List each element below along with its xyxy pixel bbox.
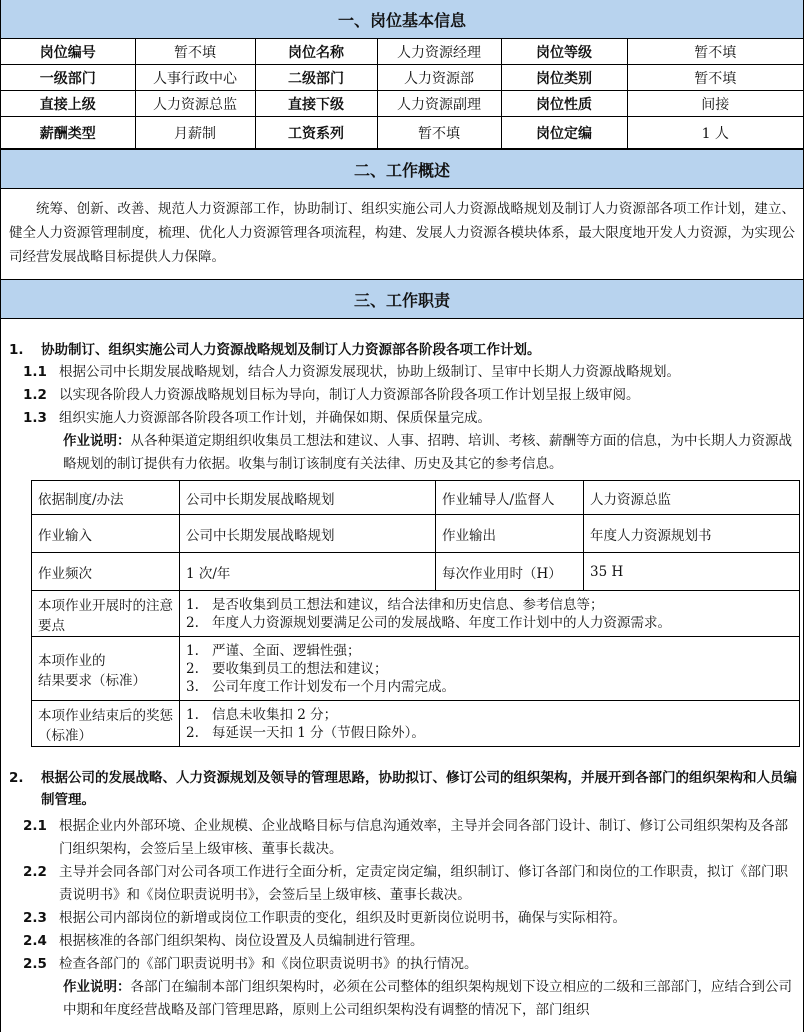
requirement-item [186,660,793,678]
duty-item [9,407,797,430]
result-list [180,637,800,701]
duty-item-text: 根据公司中长期发展战略规划，结合人力资源发展现状，协助上级制订、呈审中长期人力资源战略规划。 [59,364,680,380]
duty-item-number: 1.3 [23,410,47,426]
requirement-text: 严谨、全面、逻辑性强； [212,642,361,659]
info-value: 暂不填 [135,39,255,65]
work-note [9,430,797,476]
duty-heading [9,767,797,811]
section-header-duties [1,279,803,319]
work-note-text: 从各种渠道定期组织收集员工想法和建议、人事、招聘、培训、考核、薪酬等方面的信息，为中长期人力资源战略规划的制订提供有力依据。收集与制订该制度有关法律、历史及其它的参考信息。 [63,433,792,472]
info-label: 工资系列 [255,117,377,149]
duty-item-text: 组织实施人力资源部各阶段各项工作计划，并确保如期、保质保量完成。 [59,410,491,426]
info-value: 暂不填 [627,65,803,91]
requirement-number: 1. [186,706,199,723]
requirement-item [186,724,793,742]
work-note-text: 各部门在编制本部门组织架构时，必须在公司整体的组织架构规划下设立相应的二级和三部部门，应结合到公司中期和年度经营战略及部门管理思路，原则上公司组织架构没有调整的情况下，部门组织 [63,979,792,1018]
supervisor-value: 人力资源总监 [584,481,800,515]
requirement-number: 2. [186,660,199,677]
basic-info-table [1,39,803,149]
info-value: 人力资源总监 [135,91,255,117]
duty-item [9,861,797,907]
work-note [9,976,797,1022]
input-value: 公司中长期发展战略规划 [180,515,436,553]
reward-list [180,701,800,747]
info-label: 岗位等级 [501,39,627,65]
overview-paragraph: 统筹、创新、改善、规范人力资源部工作，协助制订、组织实施公司人力资源战略规划及制订人力资源部各项工作计划，建立、健全人力资源管理制度，梳理、优化人力资源管理各项流程，构建、发展人力资源各模块体系，最大限度地开发人力资源，为实现公司经营发展战略目标提供人力保障。 [9,201,795,265]
hours-value: 35 H [584,553,800,591]
duty-item-text: 主导并会同各部门对公司各项工作进行全面分析，定责定岗定编，组织制订、修订各部门和岗位的工作职责，拟订《部门职责说明书》和《岗位职责说明书》，会签后呈上级审核、董事长裁决。 [59,864,788,903]
requirement-item [186,596,793,614]
info-value: 人力资源经理 [377,39,501,65]
duty-heading [9,339,797,361]
requirement-item [186,614,793,632]
attention-list [180,591,800,637]
work-note-label: 作业说明： [63,433,131,449]
result-label: 本项作业的 结果要求（标准） [32,637,180,701]
duty-item-list [9,361,797,430]
requirement-text: 公司年度工作计划发布一个月内需完成。 [212,678,455,695]
requirement-item [186,642,793,660]
duty-item-text: 根据企业内外部环境、企业规模、企业战略目标与信息沟通效率，主导并会同各部门设计、制订、修订公司组织架构及各部门组织架构，会签后呈上级审核、董事长裁决。 [59,818,788,857]
info-label: 二级部门 [255,65,377,91]
requirement-text: 要收集到员工的想法和建议； [212,660,388,677]
supervisor-label: 作业辅导人/监督人 [436,481,584,515]
duty-title: 根据公司的发展战略、人力资源规划及领导的管理思路，协助拟订、修订公司的组织架构，并展开到各部门的组织架构和人员编制管理。 [41,770,797,808]
work-note-label: 作业说明： [63,979,131,995]
requirement-item [186,706,793,724]
duty-item-number: 2.4 [23,933,47,949]
input-label: 作业输入 [32,515,180,553]
info-value: 月薪制 [135,117,255,149]
duty-item [9,930,797,953]
section-title: 一、岗位基本信息 [337,10,466,30]
section-title: 三、工作职责 [353,290,450,310]
info-label: 岗位性质 [501,91,627,117]
output-value: 年度人力资源规划书 [584,515,800,553]
frequency-label: 作业频次 [32,553,180,591]
duty-item-text: 检查各部门的《部门职责说明书》和《岗位职责说明书》的执行情况。 [59,956,478,972]
duty-item-number: 2.3 [23,910,47,926]
info-label: 岗位编号 [1,39,135,65]
info-value: 人力资源副理 [377,91,501,117]
basis-label: 依据制度/办法 [32,481,180,515]
section-header-overview [1,149,803,189]
duty-item-number: 2.1 [23,818,47,834]
frequency-value: 1 次/年 [180,553,436,591]
info-label: 直接上级 [1,91,135,117]
work-detail-table [31,480,800,747]
duty-item-text: 以实现各阶段人力资源战略规划目标为导向，制订人力资源部各阶段各项工作计划呈报上级审阅。 [59,387,640,403]
requirement-item [186,678,793,696]
info-label: 岗位类别 [501,65,627,91]
duty-item [9,907,797,930]
requirement-number: 2. [186,724,199,741]
requirement-text: 年度人力资源规划要满足公司的发展战略、年度工作计划中的人力资源需求。 [212,614,671,631]
duties-content [1,319,803,1022]
hours-label: 每次作业用时（H） [436,553,584,591]
requirement-number: 2. [186,614,199,631]
info-label: 薪酬类型 [1,117,135,149]
duty-item [9,384,797,407]
duty-item-number: 1.2 [23,387,47,403]
duty-item [9,361,797,384]
requirement-number: 3. [186,678,199,695]
requirement-number: 1. [186,596,199,613]
info-value: 间接 [627,91,803,117]
duty-item-number: 1.1 [23,364,47,380]
requirement-text: 是否收集到员工想法和建议，结合法律和历史信息、参考信息等； [212,596,604,613]
duty-item-number: 2.5 [23,956,47,972]
info-label: 岗位定编 [501,117,627,149]
attention-label: 本项作业开展时的注意要点 [32,591,180,637]
info-value: 人事行政中心 [135,65,255,91]
info-value: 暂不填 [377,117,501,149]
info-label: 直接下级 [255,91,377,117]
duty-number: 2. [9,770,24,786]
section-header-basic-info [1,0,803,39]
output-label: 作业输出 [436,515,584,553]
basis-value: 公司中长期发展战略规划 [180,481,436,515]
info-label: 一级部门 [1,65,135,91]
info-label: 岗位名称 [255,39,377,65]
reward-label: 本项作业结束后的奖惩（标准） [32,701,180,747]
info-value: 人力资源部 [377,65,501,91]
info-value: 暂不填 [627,39,803,65]
duty-title: 协助制订、组织实施公司人力资源战略规划及制订人力资源部各阶段各项工作计划。 [41,342,541,358]
duty-item [9,815,797,861]
duty-item [9,953,797,976]
duty-item-number: 2.2 [23,864,47,880]
requirement-number: 1. [186,642,199,659]
requirement-text: 信息未收集扣 2 分； [212,706,338,723]
duty-item-text: 根据核准的各部门组织架构、岗位设置及人员编制进行管理。 [59,933,424,949]
section-title: 二、工作概述 [353,160,450,180]
duty-item-list [9,815,797,976]
requirement-text: 每延误一天扣 1 分（节假日除外）。 [212,724,425,741]
duty-item-text: 根据公司内部岗位的新增或岗位工作职责的变化，组织及时更新岗位说明书，确保与实际相符。 [59,910,626,926]
duty-number: 1. [9,342,24,358]
info-value: 1 人 [627,117,803,149]
